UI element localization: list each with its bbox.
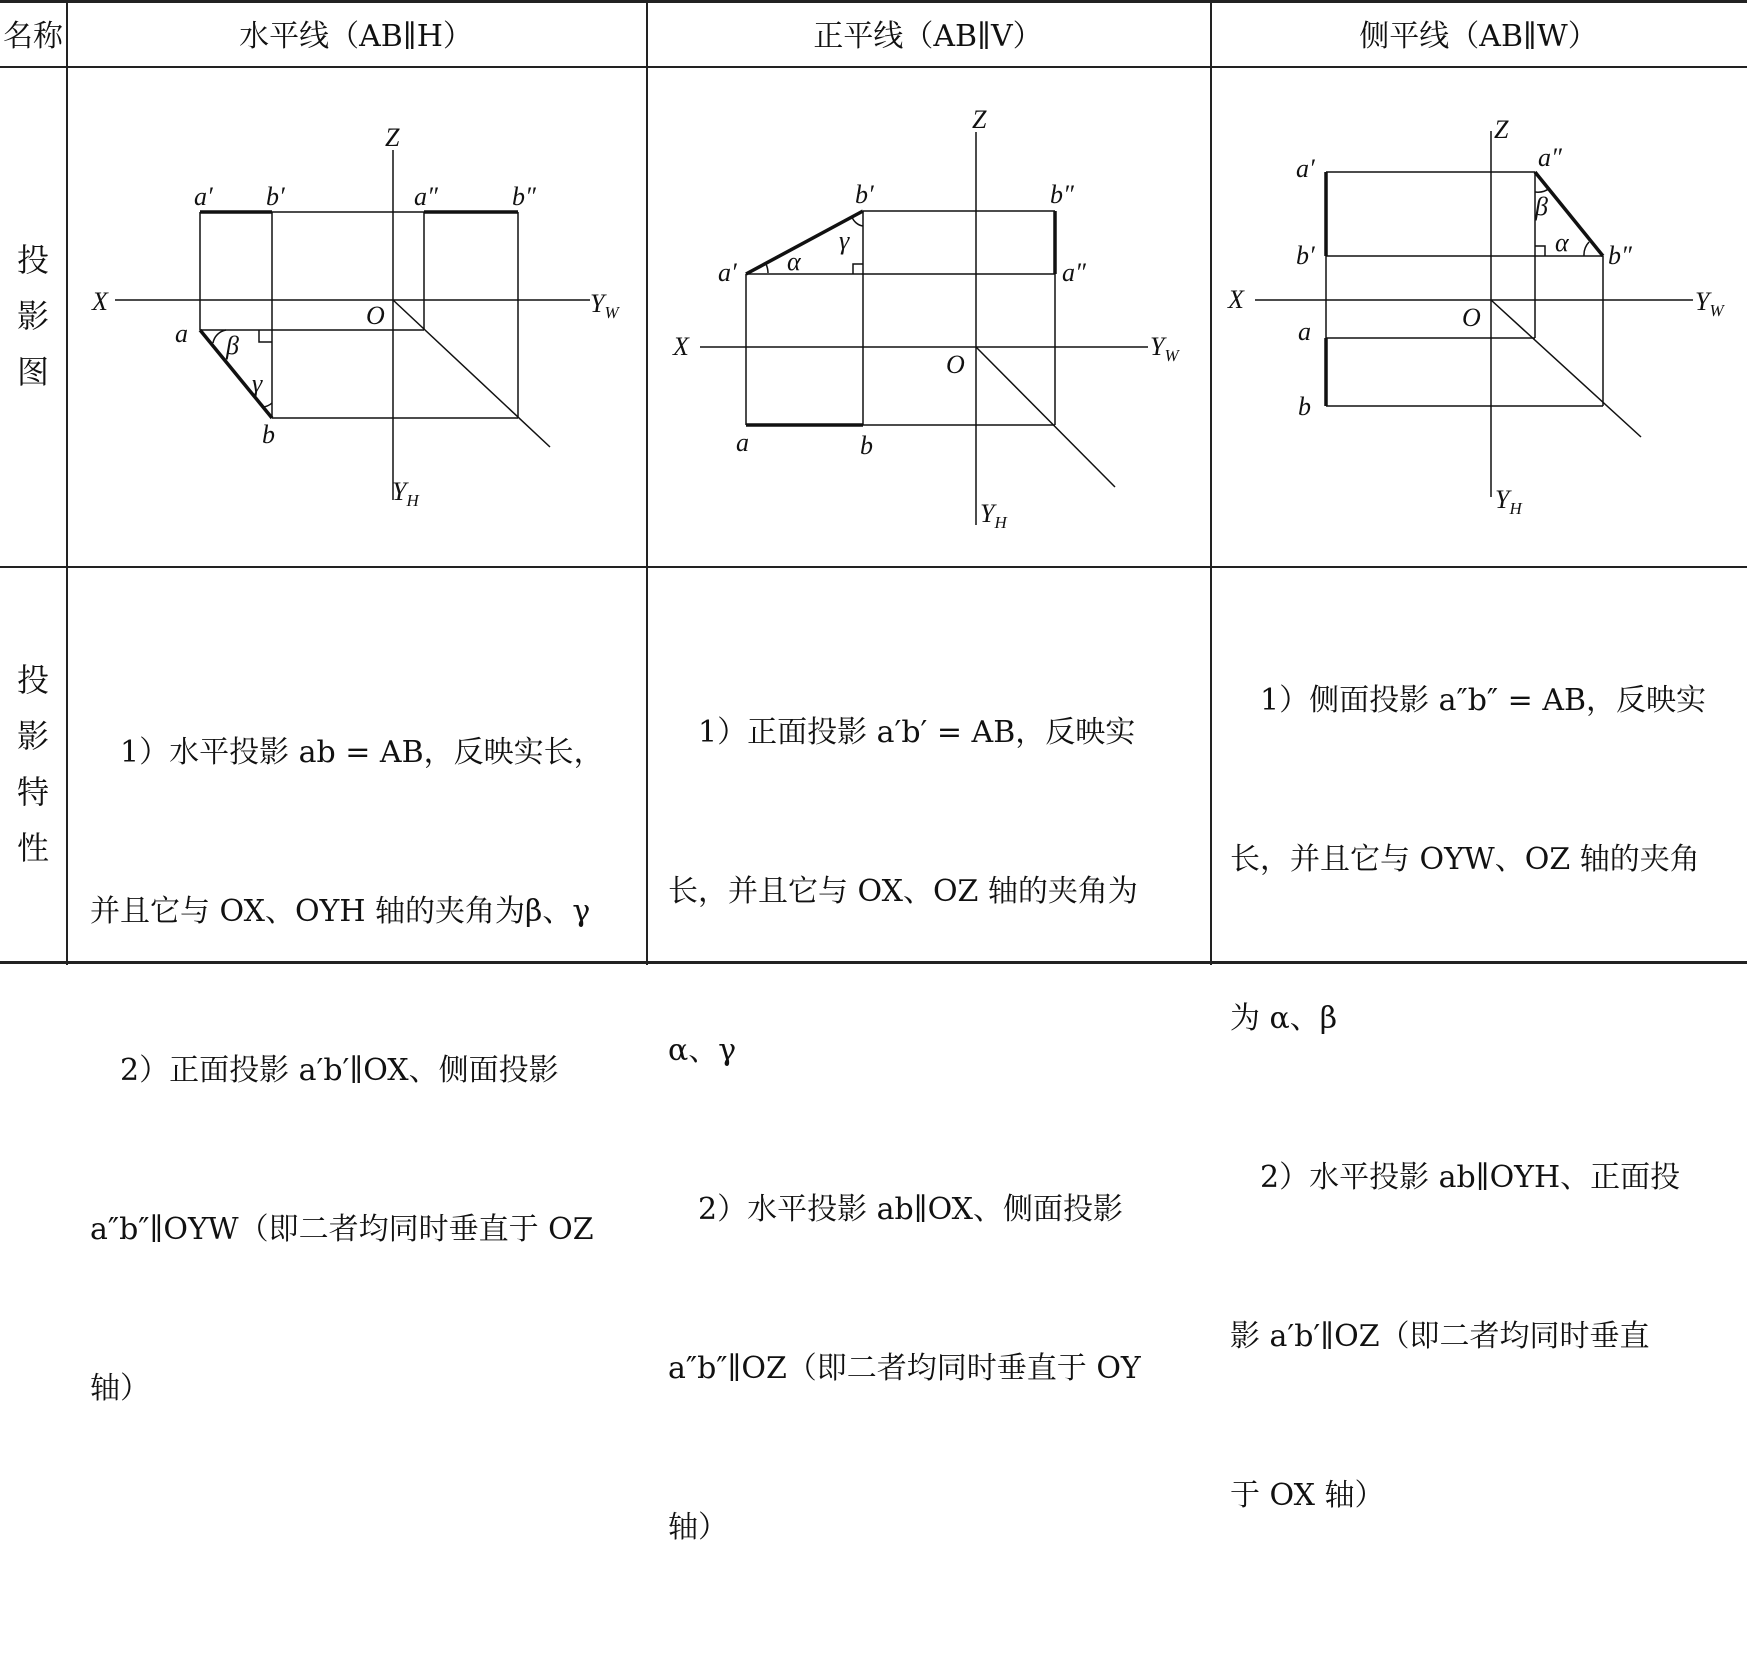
- label-YW: $Y_W$: [1695, 287, 1724, 320]
- label-Z: Z: [1494, 115, 1509, 144]
- label-a-prime: a′: [718, 258, 737, 287]
- label-a: a: [1298, 317, 1311, 346]
- label-YH: $Y_H$: [392, 477, 419, 510]
- label-Z: Z: [385, 123, 400, 152]
- angle-beta: β: [1535, 192, 1548, 221]
- label-b: b: [262, 420, 275, 449]
- label-b-double-prime: b″: [1608, 241, 1632, 270]
- label-b-prime: b′: [266, 182, 285, 211]
- frontal-line-diagram: [646, 66, 1210, 566]
- header-frontal-label: 正平线（AB∥V）: [813, 19, 1043, 54]
- header-name-cell: [0, 0, 66, 66]
- label-O: O: [366, 301, 385, 330]
- label-a: a: [736, 428, 749, 457]
- header-profile-line: [1210, 0, 1747, 66]
- header-horizontal-line: [66, 0, 646, 66]
- label-b-prime: b′: [1296, 241, 1315, 270]
- label-b: b: [1298, 392, 1311, 421]
- label-a-prime: a′: [1296, 154, 1315, 183]
- angle-beta: β: [226, 331, 239, 360]
- label-YW: $Y_W$: [590, 289, 619, 322]
- profile-line-diagram: [1210, 66, 1747, 566]
- horizontal-line-properties: 1）水平投影 ab = AB，反映实长， 并且它与 OX、OYH 轴的夹角为β、γ 2）正面投影 a′b′∥OX、侧面投影 a″b″∥OYW（即二者均同时垂直于 OZ 轴）: [90, 735, 604, 1406]
- label-a-double-prime: a″: [1062, 258, 1086, 287]
- label-b: b: [860, 431, 873, 460]
- horizontal-line-diagram: [66, 66, 646, 566]
- header-name-label: 名称: [3, 19, 63, 54]
- label-YH: $Y_H$: [980, 499, 1007, 532]
- header-frontal-line: [646, 0, 1210, 66]
- label-b-double-prime: b″: [512, 182, 536, 211]
- label-YW: $Y_W$: [1150, 332, 1179, 365]
- label-a-double-prime: a″: [414, 182, 438, 211]
- label-X: X: [92, 287, 108, 316]
- angle-gamma: γ: [839, 226, 850, 255]
- angle-gamma: γ: [252, 369, 263, 398]
- label-b-prime: b′: [855, 180, 874, 209]
- label-a-double-prime: a″: [1538, 143, 1562, 172]
- label-X: X: [673, 332, 689, 361]
- label-O: O: [1462, 303, 1481, 332]
- row-label-projection: 投 影 图: [16, 241, 49, 391]
- label-X: X: [1228, 285, 1244, 314]
- label-O: O: [946, 350, 965, 379]
- header-profile-label: 侧平线（AB∥W）: [1359, 19, 1598, 54]
- angle-alpha: α: [1555, 228, 1569, 257]
- frontal-line-properties: 1）正面投影 a′b′ = AB，反映实 长，并且它与 OX、OZ 轴的夹角为 α、γ 2）水平投影 ab∥OX、侧面投影 a″b″∥OZ（即二者均同时垂直于 OY 轴）: [668, 715, 1141, 1545]
- label-a: a: [175, 319, 188, 348]
- label-Z: Z: [972, 105, 987, 134]
- label-a-prime: a′: [194, 182, 213, 211]
- label-b-double-prime: b″: [1050, 180, 1074, 209]
- header-horizontal-label: 水平线（AB∥H）: [239, 19, 473, 54]
- label-YH: $Y_H$: [1495, 485, 1522, 518]
- profile-line-properties: 1）侧面投影 a″b″ = AB，反映实 长，并且它与 OYW、OZ 轴的夹角 为 α、β 2）水平投影 ab∥OYH、正面投 影 a′b′∥OZ（即二者均同时垂直 于 OX 轴）: [1230, 683, 1707, 1513]
- angle-alpha: α: [787, 247, 801, 276]
- row-label-properties: 投 影 特 性: [16, 660, 49, 867]
